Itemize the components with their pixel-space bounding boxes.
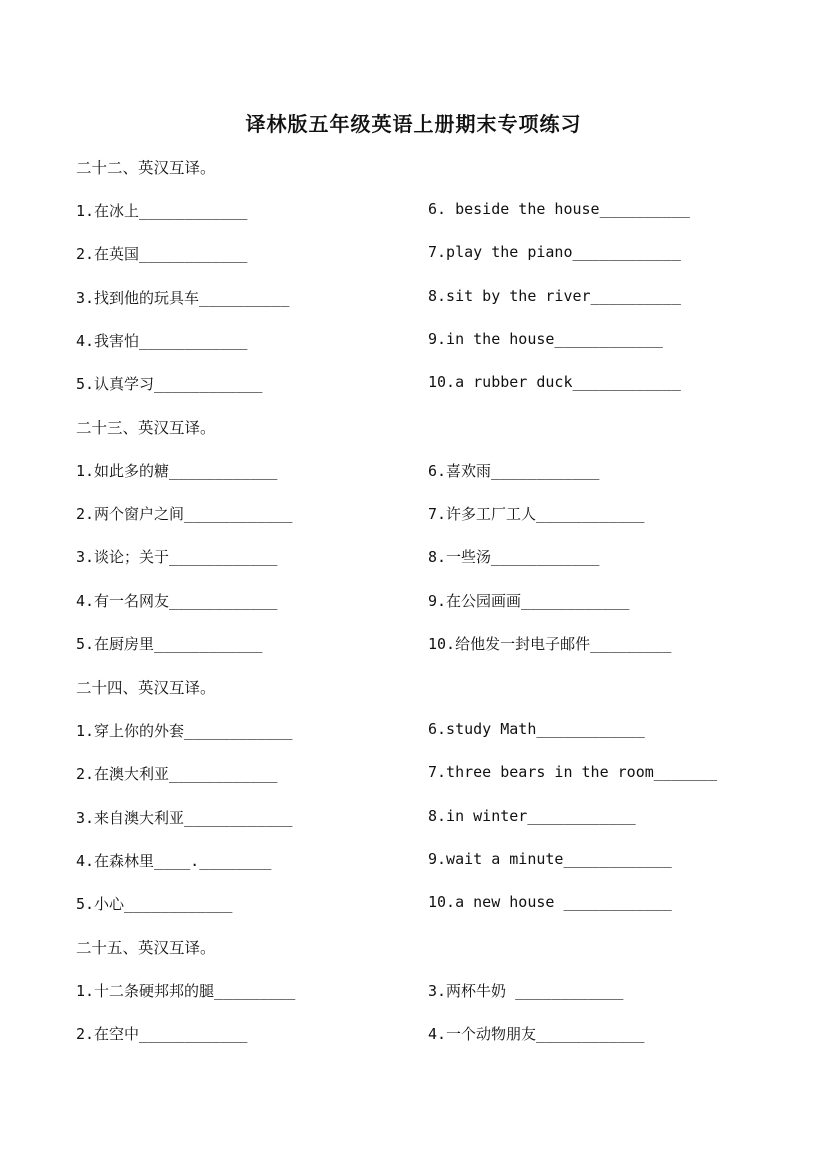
exercise-item: 2.在空中____________ (76, 1025, 248, 1043)
section-heading: 二十四、英汉互译。 (76, 679, 216, 697)
exercise-item: 4.在森林里____.________ (76, 852, 272, 870)
exercise-item: 3.找到他的玩具车__________ (76, 289, 290, 307)
exercise-item: 4.有一名网友____________ (76, 592, 278, 610)
exercise-item: 6.喜欢雨____________ (428, 462, 600, 480)
exercise-item: 2.在英国____________ (76, 245, 248, 263)
exercise-item: 1.如此多的糖____________ (76, 462, 278, 480)
exercise-item: 9.wait a minute____________ (428, 850, 672, 868)
exercise-item: 10.a rubber duck____________ (428, 373, 681, 391)
exercise-item: 7.play the piano____________ (428, 243, 681, 261)
exercise-item: 8.in winter____________ (428, 807, 636, 825)
exercise-item: 8.sit by the river__________ (428, 287, 681, 305)
exercise-item: 5.在厨房里____________ (76, 635, 263, 653)
exercise-item: 6.study Math____________ (428, 720, 645, 738)
section-heading: 二十二、英汉互译。 (76, 159, 216, 177)
exercise-item: 8.一些汤____________ (428, 548, 600, 566)
exercise-item: 5.小心____________ (76, 895, 233, 913)
exercise-item: 7.许多工厂工人____________ (428, 505, 645, 523)
exercise-item: 4.一个动物朋友____________ (428, 1025, 645, 1043)
exercise-item: 4.我害怕____________ (76, 332, 248, 350)
exercise-item: 6. beside the house__________ (428, 200, 690, 218)
exercise-item: 1.穿上你的外套____________ (76, 722, 293, 740)
exercise-item: 7.three bears in the room_______ (428, 763, 717, 781)
exercise-item: 3.来自澳大利亚____________ (76, 809, 293, 827)
exercise-item: 10.给他发一封电子邮件_________ (428, 635, 672, 653)
exercise-item: 2.两个窗户之间____________ (76, 505, 293, 523)
exercise-item: 2.在澳大利亚____________ (76, 765, 278, 783)
exercise-item: 10.a new house ____________ (428, 893, 672, 911)
exercise-item: 1.在冰上____________ (76, 202, 248, 220)
exercise-item: 3.两杯牛奶 ____________ (428, 982, 624, 1000)
section-heading: 二十五、英汉互译。 (76, 939, 216, 957)
exercise-item: 9.在公园画画____________ (428, 592, 630, 610)
page-title: 译林版五年级英语上册期末专项练习 (245, 112, 582, 136)
exercise-item: 3.谈论；关于____________ (76, 548, 278, 566)
exercise-item: 1.十二条硬邦邦的腿_________ (76, 982, 296, 1000)
exercise-item: 9.in the house____________ (428, 330, 663, 348)
section-heading: 二十三、英汉互译。 (76, 419, 216, 437)
exercise-item: 5.认真学习____________ (76, 375, 263, 393)
